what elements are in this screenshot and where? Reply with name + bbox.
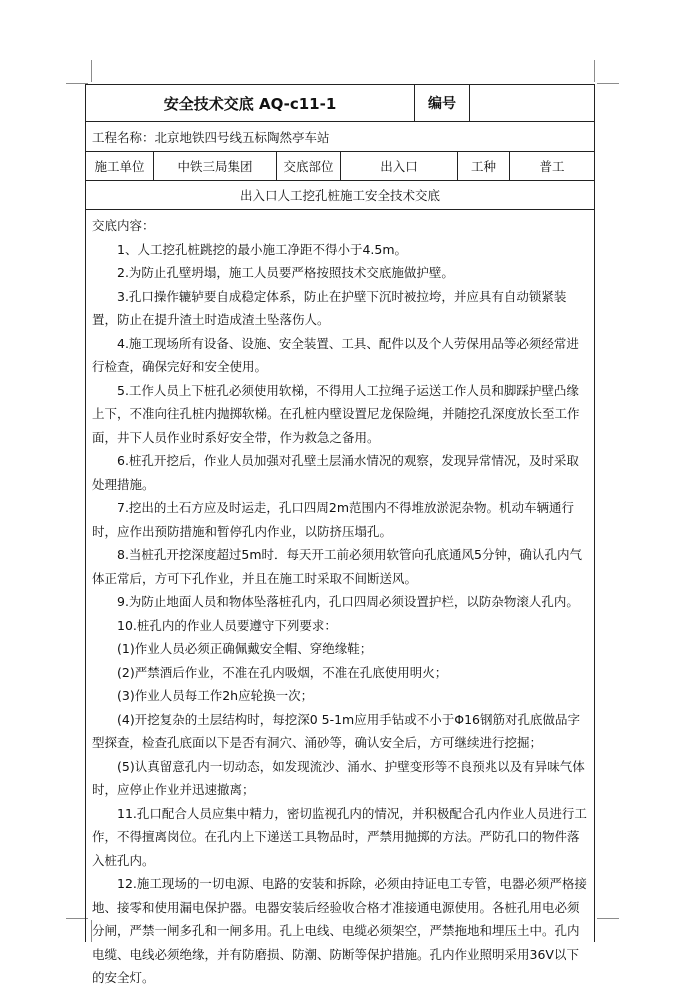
content-paragraph: 7.挖出的土石方应及时运走，孔口四周2m范围内不得堆放淤泥杂物。机动车辆通行时，应作出预防措施和暂停孔内作业，以防挤压塌孔。 xyxy=(92,500,575,539)
content-body xyxy=(86,210,594,990)
content-paragraph: 8.当桩孔开挖深度超过5m时．每天开工前必须用软管向孔底通风5分钟，确认孔内气体正常后，方可下孔作业，并且在施工时采取不间断送风。 xyxy=(92,547,583,586)
unit-value: 中铁三局集团 xyxy=(154,152,277,180)
content-paragraph: 4.施工现场所有设备、设施、安全装置、工具、配件以及个人劳保用品等必须经常进行检查，确保完好和安全使用。 xyxy=(92,335,579,374)
subject-title: 出入口人工挖孔桩施工安全技术交底 xyxy=(239,188,440,203)
content-paragraph: 5.工作人员上下桩孔必须使用软梯，不得用人工拉绳子运送工作人员和脚踩护壁凸缘上下，不准向往孔桩内抛掷软梯。在孔桩内壁设置尼龙保险绳，并随挖孔深度放长至工作面，井下人员作业时系好安全带，作为救急之备用。 xyxy=(92,382,580,445)
crop-mark xyxy=(594,60,595,82)
unit-label: 施工单位 xyxy=(86,152,154,180)
number-field[interactable] xyxy=(470,85,594,121)
info-row xyxy=(86,152,594,181)
content-paragraph: 6.桩孔开挖后，作业人员加强对孔壁土层涌水情况的观察，发现异常情况，及时采取处理措施。 xyxy=(92,453,579,492)
part-label: 交底部位 xyxy=(277,152,341,180)
content-paragraph: 9.为防止地面人员和物体坠落桩孔内，孔口四周必须设置护栏，以防杂物滚人孔内。 xyxy=(117,594,579,609)
trade-value: 普工 xyxy=(539,159,565,174)
trade-label: 工种 xyxy=(458,152,510,180)
project-name: 工程名称：北京地铁四号线五标陶然亭车站 xyxy=(92,129,330,145)
content-paragraph: (2)严禁酒后作业，不准在孔内吸烟，不准在孔底使用明火； xyxy=(117,664,448,680)
content-paragraph: (1)作业人员必须正确佩戴安全帽、穿绝缘鞋； xyxy=(117,641,373,656)
content-paragraph: 10.桩孔内的作业人员要遵守下列要求： xyxy=(117,617,337,633)
part-value: 出入口 xyxy=(341,152,458,180)
form-title: 安全技术交底 AQ-c11-1 xyxy=(86,85,415,121)
project-row xyxy=(86,122,594,152)
content-paragraph: 1、人工挖孔桩跳挖的最小施工净距不得小于4.5m。 xyxy=(117,241,408,257)
crop-mark xyxy=(597,918,619,919)
number-label: 编号 xyxy=(415,85,470,121)
content-paragraph: 12.施工现场的一切电源、电路的安装和拆除，必须由持证电工专管，电器必须严格接地、接零和使用漏电保护器。电器安装后经验收合格才准接通电源使用。各桩孔用电必须分闸，严禁一闸多孔和一闸多用。孔上电线、电缆必须架空，严禁拖地和埋压土中。孔内电缆、电线必须绝缘，并有防磨损、防潮、防断等保护措施。孔内作业照明采用36V以下的安全灯。 xyxy=(92,876,587,985)
crop-mark xyxy=(91,60,92,82)
content-paragraph: 3.孔口操作辘轳要自成稳定体系，防止在护壁下沉时被拉垮，并应具有自动锁紧装置，防止在提升渣土时造成渣土坠落伤人。 xyxy=(92,288,567,327)
subject-row xyxy=(86,181,594,210)
paragraph-list xyxy=(92,238,588,990)
title-row xyxy=(86,84,594,122)
content-label: 交底内容： xyxy=(92,218,155,233)
content-paragraph: 11.孔口配合人员应集中精力，密切监视孔内的情况，并积极配合孔内作业人员进行工作，不得擅离岗位。在孔内上下递送工具物品时，严禁用抛掷的方法。严防孔口的物件落入桩孔内。 xyxy=(92,805,587,868)
crop-mark xyxy=(597,83,619,84)
disclosure-form xyxy=(85,84,595,985)
content-paragraph: (5)认真留意孔内一切动态，如发现流沙、涌水、护壁变形等不良预兆以及有异味气体时，应停止作业并迅速撤离； xyxy=(92,758,585,797)
content-paragraph: (3)作业人员每工作2h应轮换一次； xyxy=(117,688,314,703)
content-paragraph: (4)开挖复杂的土层结构时，每挖深0 5-1m应用手钻或不小于Φ16钢筋对孔底做品字型探查，检查孔底面以下是否有洞穴、涌砂等，确认安全后，方可继续进行挖掘； xyxy=(92,711,580,750)
content-paragraph: 2.为防止孔壁坍塌，施工人员要严格按照技术交底施做护壁。 xyxy=(117,265,454,280)
